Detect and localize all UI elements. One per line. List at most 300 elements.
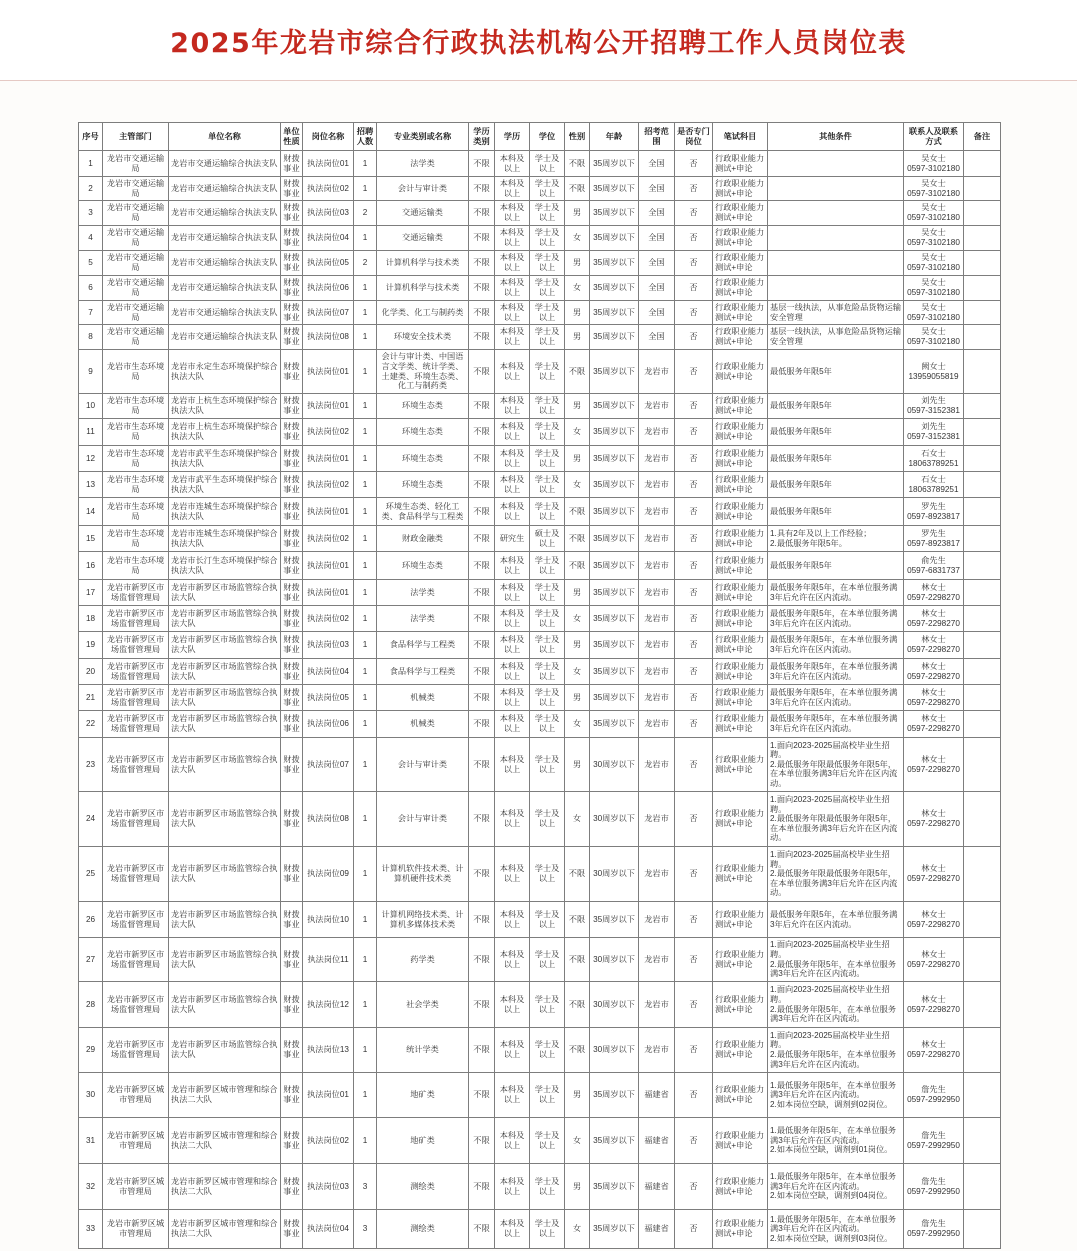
cell-position-name [303, 151, 354, 177]
cell-unit-name [169, 847, 281, 902]
cell-text: 1 [362, 587, 368, 597]
cell-text: 龙岩市交通运输局 [106, 327, 165, 346]
cell-contact [904, 1210, 964, 1249]
cell-seq [79, 394, 103, 419]
cell-text: 35周岁以下 [593, 692, 635, 702]
cell-unit-name [169, 938, 281, 982]
cell-position-name [303, 325, 354, 350]
cell-text: 11 [86, 427, 95, 437]
cell-unit-name [169, 472, 281, 498]
cell-exam-subject [713, 226, 768, 251]
cell-contact [904, 847, 964, 902]
table-row [79, 177, 1001, 201]
cell-other-conditions [768, 446, 904, 472]
cell-exam-subject [713, 580, 768, 606]
cell-text: 执法岗位02 [307, 533, 349, 543]
cell-text: 不限 [568, 999, 586, 1009]
cell-position-name [303, 902, 354, 938]
cell-education [495, 1164, 530, 1210]
cell-text: 3 [362, 1181, 368, 1191]
column-header-gender [565, 123, 590, 151]
cell-text: 本科及以上 [499, 302, 525, 322]
cell-remarks [964, 251, 1001, 276]
cell-contact [904, 685, 964, 711]
cell-remarks [964, 526, 1001, 552]
cell-text: 本科及以上 [499, 1219, 525, 1238]
cell-text: 学士及以上 [534, 1176, 560, 1196]
cell-major [377, 472, 469, 498]
cell-education [495, 1118, 530, 1164]
column-header-education [495, 123, 530, 151]
table-row [79, 1164, 1001, 1210]
cell-text: 执法岗位05 [307, 258, 349, 268]
cell-special-post [675, 251, 713, 276]
cell-text: 1 [362, 332, 368, 342]
cell-age [590, 394, 639, 419]
cell-contact [904, 498, 964, 526]
cell-text: 学士及以上 [534, 327, 560, 346]
cell-text: 本科及以上 [499, 754, 525, 774]
cell-exam-subject [713, 276, 768, 301]
cell-text: 龙岩市新罗区市场监管综合执法大队 [171, 1040, 278, 1059]
column-header-special-post [675, 123, 713, 151]
cell-text: 否 [689, 814, 698, 824]
cell-unit-type [281, 226, 303, 251]
cell-text: 学士及以上 [534, 448, 560, 468]
cell-headcount [354, 580, 377, 606]
column-header-label: 是否专门岗位 [677, 126, 710, 146]
cell-exam-subject [713, 301, 768, 325]
cell-contact [904, 177, 964, 201]
cell-text: 行政职业能力测试+申论 [715, 714, 765, 733]
cell-text: 行政职业能力测试+申论 [715, 422, 765, 441]
cell-education-type [469, 685, 495, 711]
cell-text: 35周岁以下 [593, 479, 635, 489]
column-header-label: 专业类别或名称 [393, 131, 452, 141]
cell-recruit-scope [639, 472, 675, 498]
cell-text: 法学类 [410, 613, 435, 623]
cell-text: 全国 [648, 208, 665, 218]
cell-text: 学士及以上 [534, 178, 560, 198]
cell-major [377, 325, 469, 350]
cell-text: 本科及以上 [499, 661, 525, 681]
cell-seq [79, 177, 103, 201]
cell-text: 行政职业能力测试+申论 [715, 661, 765, 681]
cell-special-post [675, 1028, 713, 1073]
cell-text: 1 [362, 307, 368, 317]
cell-age [590, 325, 639, 350]
cell-other-conditions [768, 1028, 904, 1073]
cell-remarks [964, 201, 1001, 226]
cell-major [377, 526, 469, 552]
table-row [79, 659, 1001, 685]
cell-remarks [964, 394, 1001, 419]
cell-education [495, 394, 530, 419]
cell-seq [79, 498, 103, 526]
cell-other-conditions [768, 580, 904, 606]
cell-text: 龙岩市生态环境局 [106, 555, 165, 575]
cell-text: 交通运输类 [402, 208, 443, 218]
cell-gender [565, 982, 590, 1028]
cell-other-conditions [768, 151, 904, 177]
cell-text: 本科及以上 [499, 994, 525, 1014]
cell-text: 龙岩市 [644, 560, 669, 570]
cell-seq [79, 1073, 103, 1118]
cell-text: 最低服务年限5年 [770, 366, 832, 376]
cell-education [495, 580, 530, 606]
cell-text: 女 [572, 666, 582, 676]
cell-exam-subject [713, 1210, 768, 1249]
cell-recruit-scope [639, 350, 675, 394]
cell-text: 执法岗位05 [307, 692, 349, 702]
cell-text: 行政职业能力测试+申论 [715, 1040, 765, 1059]
column-header-label: 招聘人数 [356, 126, 374, 146]
cell-position-name [303, 632, 354, 659]
cell-unit-name [169, 419, 281, 446]
cell-exam-subject [713, 151, 768, 177]
cell-education [495, 938, 530, 982]
column-header-label: 学位 [538, 131, 556, 141]
cell-department [103, 685, 169, 711]
cell-text: 财拨事业 [283, 864, 300, 883]
cell-text: 行政职业能力测试+申论 [715, 302, 765, 322]
cell-headcount [354, 1118, 377, 1164]
cell-exam-subject [713, 1118, 768, 1164]
cell-text: 计算机科学与技术类 [385, 258, 460, 268]
cell-position-name [303, 446, 354, 472]
cell-headcount [354, 301, 377, 325]
cell-text: 1 [362, 759, 368, 769]
cell-exam-subject [713, 350, 768, 394]
cell-text: 环境生态类 [402, 479, 443, 489]
cell-text: 龙岩市 [644, 869, 669, 879]
cell-seq [79, 1210, 103, 1249]
cell-text: 学士及以上 [534, 582, 560, 602]
cell-text: 本科及以上 [499, 1130, 525, 1150]
cell-text: 测绘类 [410, 1224, 435, 1234]
cell-remarks [964, 632, 1001, 659]
cell-position-name [303, 201, 354, 226]
cell-department [103, 1210, 169, 1249]
cell-text: 行政职业能力测试+申论 [715, 361, 765, 381]
cell-position-name [303, 1073, 354, 1118]
cell-other-conditions [768, 938, 904, 982]
cell-gender [565, 792, 590, 847]
cell-text: 龙岩市连城生态环境保护综合执法大队 [171, 528, 278, 548]
cell-degree [530, 201, 565, 226]
cell-education-type [469, 1164, 495, 1210]
cell-text: 龙岩市新罗区城市管理局 [106, 1085, 165, 1104]
cell-exam-subject [713, 325, 768, 350]
cell-text: 龙岩市武平生态环境保护综合执法大队 [171, 448, 278, 468]
cell-degree [530, 632, 565, 659]
cell-seq [79, 902, 103, 938]
cell-text: 否 [689, 533, 698, 543]
cell-seq [79, 606, 103, 632]
cell-headcount [354, 226, 377, 251]
cell-department [103, 251, 169, 276]
cell-text: 否 [689, 453, 698, 463]
cell-text: 35周岁以下 [593, 640, 635, 650]
cell-major [377, 301, 469, 325]
cell-text: 女 [572, 233, 582, 243]
cell-major [377, 580, 469, 606]
cell-gender [565, 350, 590, 394]
cell-text: 学士及以上 [534, 1219, 560, 1238]
cell-education [495, 902, 530, 938]
cell-major [377, 151, 469, 177]
cell-text: 林女士 0597-2298270 [907, 994, 960, 1014]
cell-text: 龙岩市 [644, 640, 669, 650]
column-header-label: 岗位名称 [311, 131, 345, 141]
cell-education-type [469, 738, 495, 792]
cell-age [590, 350, 639, 394]
cell-text: 否 [689, 1224, 698, 1234]
cell-special-post [675, 738, 713, 792]
cell-remarks [964, 847, 1001, 902]
cell-text: 龙岩市交通运输局 [106, 278, 165, 297]
cell-text: 1 [362, 283, 368, 293]
cell-text: 不限 [473, 613, 490, 623]
cell-recruit-scope [639, 1073, 675, 1118]
table-header [79, 123, 1001, 151]
cell-text: 计算机软件技术类、计算机硬件技术类 [381, 864, 464, 883]
cell-text: 龙岩市新罗区市场监督管理局 [106, 949, 165, 969]
cell-text: 本科及以上 [499, 203, 525, 222]
cell-exam-subject [713, 982, 768, 1028]
cell-text: 否 [689, 999, 698, 1009]
cell-major [377, 1073, 469, 1118]
cell-contact [904, 792, 964, 847]
cell-text: 龙岩市 [644, 719, 669, 729]
cell-text: 最低服务年限5年 [770, 453, 832, 463]
cell-unit-name [169, 659, 281, 685]
table-row [79, 606, 1001, 632]
cell-remarks [964, 226, 1001, 251]
cell-text: 龙岩市 [644, 366, 669, 376]
cell-other-conditions [768, 472, 904, 498]
cell-text: 龙岩市生态环境局 [106, 396, 165, 415]
cell-text: 执法岗位10 [307, 914, 349, 924]
cell-text: 龙岩市新罗区市场监管综合执法大队 [171, 994, 278, 1014]
cell-text: 否 [689, 208, 698, 218]
cell-education [495, 201, 530, 226]
cell-contact [904, 580, 964, 606]
cell-unit-name [169, 276, 281, 301]
cell-education-type [469, 350, 495, 394]
cell-seq [79, 847, 103, 902]
cell-text: 龙岩市新罗区市场监管综合执法大队 [171, 714, 278, 733]
cell-text: 本科及以上 [499, 687, 525, 707]
cell-unit-type [281, 526, 303, 552]
cell-exam-subject [713, 847, 768, 902]
table-row [79, 580, 1001, 606]
cell-text: 全国 [648, 307, 665, 317]
cell-gender [565, 902, 590, 938]
cell-text: 法学类 [410, 158, 435, 168]
cell-headcount [354, 498, 377, 526]
cell-text: 22 [85, 719, 96, 729]
column-header-education-type [469, 123, 495, 151]
cell-text: 35周岁以下 [593, 613, 635, 623]
cell-text: 15 [85, 533, 96, 543]
cell-text: 统计学类 [406, 1045, 439, 1055]
cell-special-post [675, 982, 713, 1028]
cell-text: 林女士 0597-2298270 [907, 949, 960, 969]
cell-text: 35周岁以下 [593, 666, 635, 676]
cell-contact [904, 552, 964, 580]
cell-text: 5 [88, 258, 93, 268]
cell-text: 俞先生 0597-6831737 [907, 555, 960, 575]
cell-text: 执法岗位07 [307, 307, 349, 317]
cell-remarks [964, 1028, 1001, 1073]
cell-department [103, 325, 169, 350]
cell-education-type [469, 1210, 495, 1249]
column-header-remarks [964, 123, 1001, 151]
cell-unit-name [169, 151, 281, 177]
cell-education [495, 472, 530, 498]
cell-headcount [354, 472, 377, 498]
cell-special-post [675, 1164, 713, 1210]
cell-text: 地矿类 [410, 1090, 435, 1100]
table-body [79, 151, 1001, 1249]
cell-remarks [964, 982, 1001, 1028]
cell-seq [79, 325, 103, 350]
cell-special-post [675, 659, 713, 685]
cell-text: 1 [362, 719, 368, 729]
cell-unit-type [281, 711, 303, 738]
cell-degree [530, 792, 565, 847]
cell-remarks [964, 498, 1001, 526]
cell-text: 龙岩市 [644, 453, 669, 463]
cell-text: 执法岗位03 [307, 1181, 349, 1191]
cell-text: 35周岁以下 [593, 401, 635, 411]
table-row [79, 938, 1001, 982]
cell-position-name [303, 350, 354, 394]
cell-text: 否 [689, 427, 698, 437]
cell-text: 1 [362, 814, 368, 824]
column-header-recruit-scope [639, 123, 675, 151]
cell-position-name [303, 251, 354, 276]
cell-other-conditions [768, 419, 904, 446]
cell-major [377, 902, 469, 938]
cell-text: 不限 [568, 506, 586, 516]
cell-text: 男 [572, 307, 582, 317]
cell-degree [530, 902, 565, 938]
cell-special-post [675, 552, 713, 580]
cell-gender [565, 151, 590, 177]
cell-other-conditions [768, 350, 904, 394]
cell-special-post [675, 446, 713, 472]
cell-education [495, 498, 530, 526]
cell-text: 龙岩市连城生态环境保护综合执法大队 [171, 501, 278, 521]
cell-education [495, 419, 530, 446]
cell-text: 不限 [473, 666, 490, 676]
cell-recruit-scope [639, 711, 675, 738]
cell-department [103, 472, 169, 498]
cell-text: 2 [362, 258, 368, 268]
cell-gender [565, 251, 590, 276]
cell-text: 环境生态类 [402, 560, 443, 570]
cell-text: 龙岩市长汀生态环境保护综合执法大队 [171, 555, 278, 575]
cell-degree [530, 301, 565, 325]
cell-text: 不限 [568, 158, 586, 168]
cell-headcount [354, 526, 377, 552]
cell-text: 学士及以上 [534, 809, 560, 828]
cell-text: 阙女士 13959055819 [908, 361, 959, 381]
cell-age [590, 632, 639, 659]
cell-headcount [354, 177, 377, 201]
cell-text: 机械类 [410, 692, 435, 702]
cell-text: 3 [88, 208, 93, 218]
cell-text: 行政职业能力测试+申论 [715, 555, 765, 575]
cell-text: 龙岩市交通运输综合执法支队 [171, 283, 278, 293]
cell-other-conditions [768, 226, 904, 251]
cell-text: 基层一线执法，从事危险品货物运输安全管理 [770, 327, 901, 346]
cell-text: 否 [689, 283, 698, 293]
cell-gender [565, 472, 590, 498]
cell-text: 35周岁以下 [593, 427, 635, 437]
cell-education-type [469, 498, 495, 526]
cell-age [590, 177, 639, 201]
column-header-label: 主管部门 [119, 131, 152, 141]
cell-text: 35周岁以下 [593, 183, 635, 193]
cell-gender [565, 1118, 590, 1164]
cell-text: 行政职业能力测试+申论 [715, 754, 765, 774]
cell-major [377, 446, 469, 472]
cell-special-post [675, 276, 713, 301]
cell-seq [79, 419, 103, 446]
cell-degree [530, 226, 565, 251]
cell-text: 财拨事业 [283, 555, 300, 575]
cell-headcount [354, 325, 377, 350]
cell-text: 30周岁以下 [593, 1045, 635, 1055]
cell-major [377, 685, 469, 711]
cell-text: 行政职业能力测试+申论 [715, 448, 765, 468]
cell-text: 10 [85, 401, 96, 411]
cell-text: 行政职业能力测试+申论 [715, 909, 765, 929]
cell-text: 财拨事业 [283, 1219, 300, 1238]
cell-remarks [964, 446, 1001, 472]
cell-text: 龙岩市生态环境局 [106, 361, 165, 381]
cell-unit-type [281, 472, 303, 498]
cell-recruit-scope [639, 276, 675, 301]
cell-text: 否 [689, 1135, 698, 1145]
cell-text: 18 [85, 613, 96, 623]
cell-text: 否 [689, 366, 698, 376]
cell-education [495, 1028, 530, 1073]
cell-unit-type [281, 606, 303, 632]
cell-text: 财拨事业 [283, 528, 300, 548]
cell-seq [79, 1164, 103, 1210]
cell-text: 龙岩市 [644, 759, 669, 769]
cell-headcount [354, 1028, 377, 1073]
cell-text: 26 [85, 914, 96, 924]
cell-remarks [964, 419, 1001, 446]
cell-text: 20 [85, 666, 96, 676]
cell-text: 基层一线执法，从事危险品货物运输安全管理 [770, 302, 901, 322]
cell-other-conditions [768, 1164, 904, 1210]
cell-text: 女 [572, 719, 582, 729]
cell-text: 龙岩市 [644, 954, 669, 964]
cell-education [495, 446, 530, 472]
cell-text: 30周岁以下 [593, 759, 635, 769]
cell-headcount [354, 1164, 377, 1210]
table-row [79, 446, 1001, 472]
cell-recruit-scope [639, 526, 675, 552]
cell-education-type [469, 472, 495, 498]
cell-recruit-scope [639, 251, 675, 276]
